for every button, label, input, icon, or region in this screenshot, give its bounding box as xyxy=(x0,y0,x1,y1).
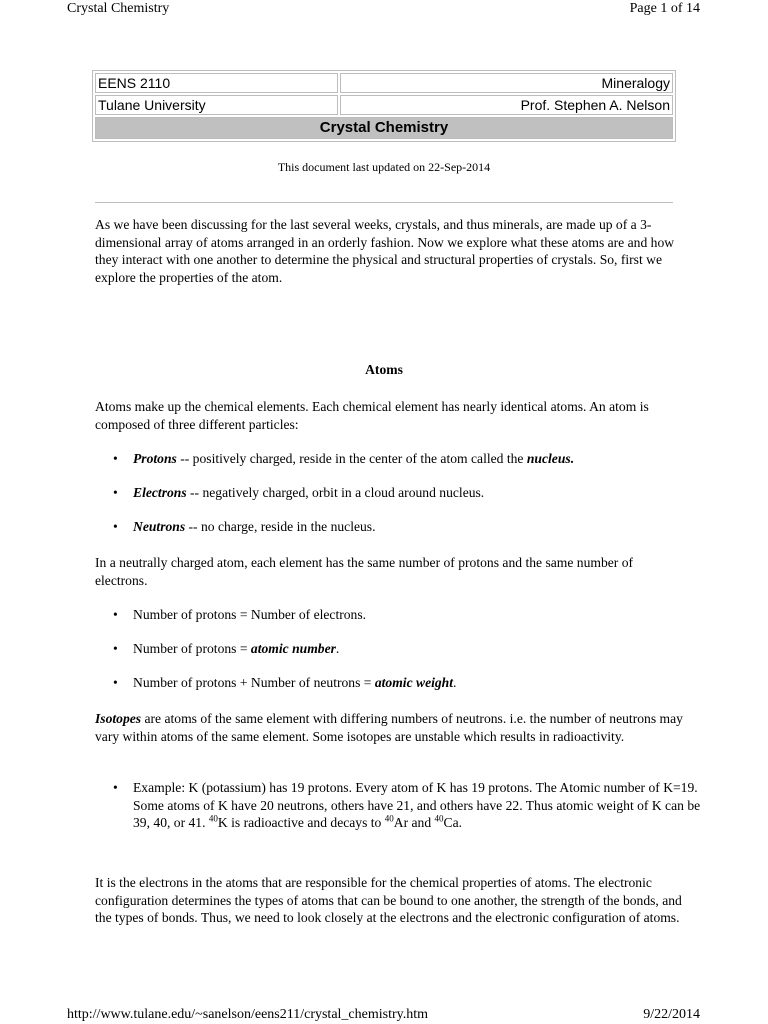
rules-list xyxy=(95,606,713,692)
course-info-table xyxy=(92,70,676,142)
list-item: • Example: K (potassium) has 19 protons. Every atom of K has 19 protons. The Atomic number of K=19. Some atoms of K have 20 neutrons, others have 21, and others have 22. Thus atomic weight of K can be 39, 40, or 41. $^{40}$K is radioactive and decays to $^{40}$Ar and $^{40}$Ca. xyxy=(133,779,713,832)
course-subject: Mineralogy xyxy=(340,73,673,93)
university-name: Tulane University xyxy=(95,95,338,115)
neutral-atom-paragraph: In a neutrally charged atom, each element has the same number of protons and the same number of electrons. xyxy=(95,555,634,588)
list-item: • Neutrons -- no charge, reside in the nucleus. xyxy=(133,518,713,536)
running-header-title: Crystal Chemistry xyxy=(67,1,170,16)
list-item: • Electrons -- negatively charged, orbit in a cloud around nucleus. xyxy=(133,484,713,502)
example-list xyxy=(95,779,713,832)
print-date: 9/22/2014 xyxy=(643,1007,700,1022)
term: Neutrons xyxy=(133,519,186,534)
term: Isotopes xyxy=(95,711,142,726)
source-url: http://www.tulane.edu/~sanelson/eens211/crystal_chemistry.htm xyxy=(67,1007,428,1022)
course-code: EENS 2110 xyxy=(95,73,338,93)
document-title: Crystal Chemistry xyxy=(95,117,673,139)
electrons-paragraph: It is the electrons in the atoms that are responsible for the chemical properties of atoms. The electronic configuration determines the types of atoms that can be bound to one another, the strength of the bonds, and the types of bonds. Thus, we need to look closely at the electrons and the electronic configuration of atoms. xyxy=(95,875,682,925)
atoms-paragraph: Atoms make up the chemical elements. Each chemical element has nearly identical atoms. An atom is composed of three different particles: xyxy=(95,399,649,432)
isotopes-paragraph: Isotopes are atoms of the same element with differing numbers of neutrons. i.e. the number of neutrons may vary within atoms of the same element. Some isotopes are unstable which results in radioactivity. xyxy=(95,711,683,744)
list-item: • Protons -- positively charged, reside in the center of the atom called the nucleus. xyxy=(133,450,713,468)
last-updated-note: This document last updated on 22-Sep-2014 xyxy=(277,160,491,174)
intro-paragraph: As we have been discussing for the last several weeks, crystals, and thus minerals, are made up of a 3-dimensional array of atoms arranged in an orderly fashion. Now we explore what these atoms are and how they interact with one another to determine the physical and structural properties of crystals. So, first we explore the properties of the atom. xyxy=(95,217,675,285)
divider xyxy=(95,202,673,203)
term: nucleus. xyxy=(526,451,575,466)
particles-list xyxy=(95,450,713,536)
list-item: • Number of protons = Number of electrons. xyxy=(133,606,713,624)
term: Electrons xyxy=(133,485,187,500)
term: atomic number xyxy=(250,641,336,656)
list-item: • Number of protons = atomic number. xyxy=(133,640,713,658)
term: Protons xyxy=(133,451,177,466)
professor-name: Prof. Stephen A. Nelson xyxy=(340,95,673,115)
term: atomic weight xyxy=(374,675,454,690)
atoms-heading: Atoms xyxy=(365,362,403,377)
list-item: • Number of protons + Number of neutrons = atomic weight. xyxy=(133,674,713,692)
page-number: Page 1 of 14 xyxy=(629,1,700,16)
